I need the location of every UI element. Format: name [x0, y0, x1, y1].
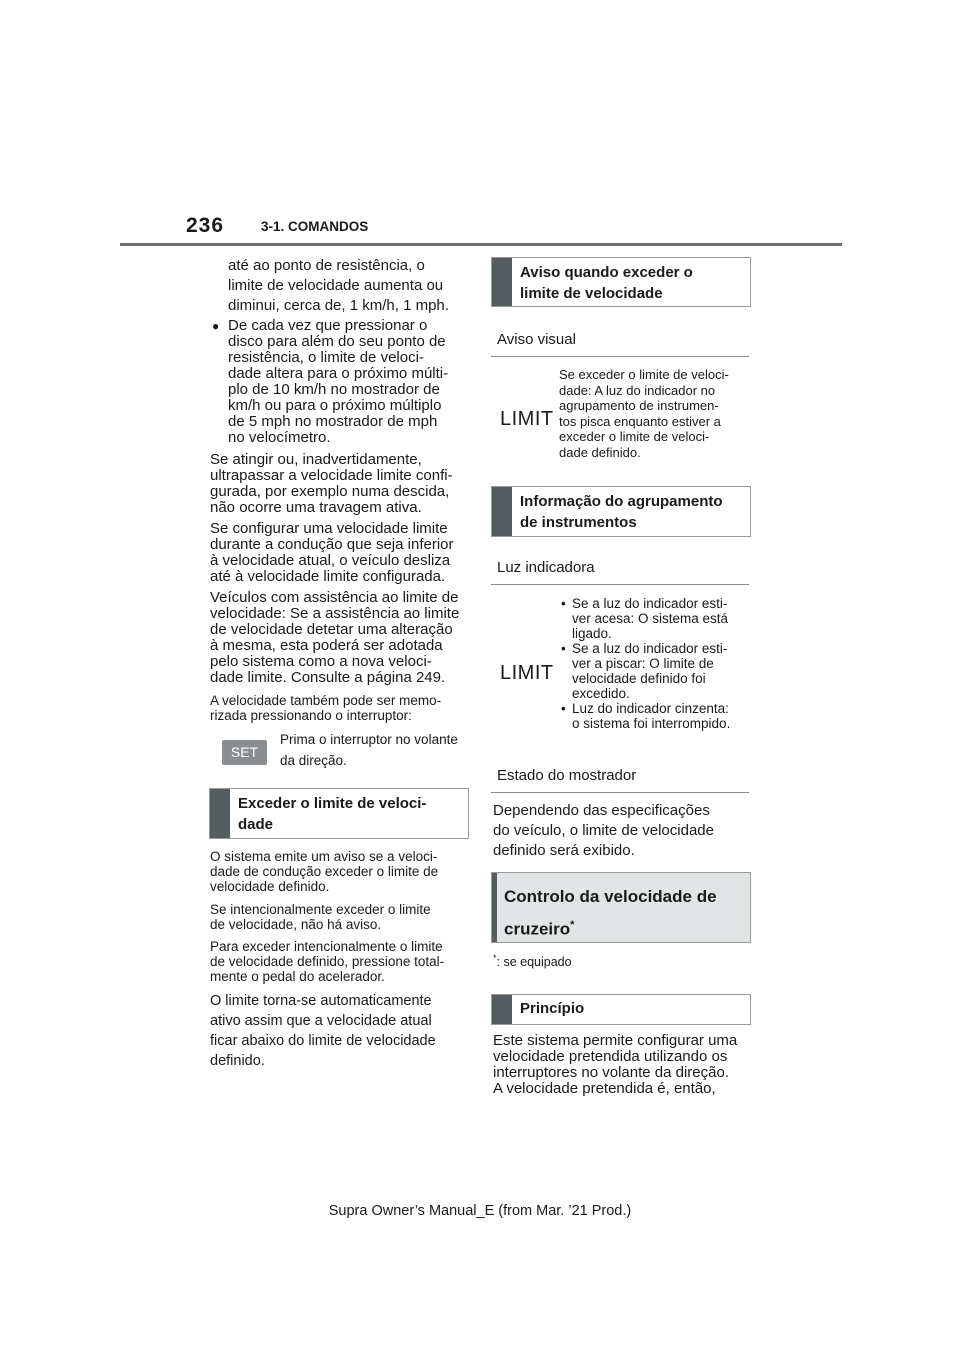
heading-instrument-info	[491, 486, 751, 537]
heading-warning-exceed	[491, 257, 751, 307]
paragraph-resistance: até ao ponto de resistência, o limite de velocidade aumenta ou diminui, cerca de, 1 km/h, 1 mph.	[228, 257, 449, 314]
visual-warning-description: Se exceder o limite de veloci- dade: A luz do indicador no agrupamento de instrumen- tos pisca enquanto estiver a exceder o limite de veloci- dade definido.	[559, 367, 729, 460]
header-rule	[120, 243, 842, 246]
paragraph-intentional: Se intencionalmente exceder o limite de velocidade, não há aviso.	[210, 902, 431, 932]
display-status-text: Dependendo das especificações do veículo, o limite de velocidade definido será exibido.	[493, 802, 714, 859]
limit-indicator-icon: LIMIT	[500, 662, 554, 684]
heading-bar	[210, 789, 230, 838]
heading-principle-text: Princípio	[520, 1000, 585, 1017]
set-caption: Prima o interruptor no volante da direção.	[280, 732, 458, 768]
heading-bar	[492, 995, 512, 1024]
limit-indicator-icon: LIMIT	[500, 408, 554, 430]
footnote-text: : se equipado	[496, 955, 572, 970]
heading-instrument-info-text: Informação do agrupamento de instrumentos	[520, 493, 723, 531]
paragraph-memorize: A velocidade também pode ser memo- rizada pressionando o interruptor:	[210, 693, 442, 723]
indicator-light-list	[561, 596, 751, 731]
footnote	[493, 953, 572, 969]
heading-cruise-control-text: Controlo da velocidade de cruzeiro*	[504, 887, 717, 939]
paragraph-warning-emits: O sistema emite um aviso se a veloci- dade de condução exceder o limite de velocidade definido.	[210, 849, 439, 894]
principle-text: Este sistema permite configurar uma velocidade pretendida utilizando os interruptores no volante da direção. A velocidade pretendida é, então,	[493, 1032, 738, 1097]
paragraph-limit-assist: Veículos com assistência ao limite de velocidade: Se a assistência ao limite de velocidade detetar uma alteração à mesma, esta poderá ser adotada pelo sistema como a nova veloci- dade limite. Consulte a página 249.	[210, 589, 460, 686]
footer-text: Supra Owner’s Manual_E (from Mar. ’21 Prod.)	[328, 1203, 632, 1219]
asterisk-marker: *	[570, 919, 575, 931]
subheading-display-status: Estado do mostrador	[497, 767, 637, 784]
footnote-star: *	[493, 953, 497, 963]
bullet-icon: ●	[212, 319, 220, 333]
heading-bar	[492, 487, 512, 536]
heading-exceed-limit	[209, 788, 469, 839]
subheading-indicator-light: Luz indicadora	[497, 559, 595, 576]
section-title: 3-1. COMANDOS	[261, 219, 369, 234]
bullet-text: De cada vez que pressionar o disco para além do seu ponto de resistência, o limite de veloci- dade altera para o próximo múlti- plo de 10 km/h no mostrador de km/h ou para o próximo múltiplo de 5 mph no mostrador de mph no velocímetro.	[228, 317, 449, 446]
heading-warning-exceed-text: Aviso quando exceder o limite de velocidade	[520, 264, 693, 302]
list-item: • Se a luz do indicador esti- ver acesa: O sistema está ligado.	[561, 596, 751, 641]
subheading-rule	[491, 356, 749, 357]
paragraph-auto-active: O limite torna-se automaticamente ativo assim que a velocidade atual ficar abaixo do limite de velocidade definido.	[210, 993, 436, 1069]
page-number: 236	[186, 214, 225, 237]
list-item: • Se a luz do indicador esti- ver a piscar: O limite de velocidade definido foi excedido.	[561, 641, 751, 701]
list-item: • Luz do indicador cinzenta: o sistema foi interrompido.	[561, 701, 751, 731]
paragraph-lower-limit: Se configurar uma velocidade limite durante a condução que seja inferior à velocidade atual, o veículo desliza até à velocidade limite configurada.	[210, 520, 454, 585]
heading-exceed-limit-text: Exceder o limite de veloci- dade	[238, 795, 427, 833]
set-button-icon: SET	[222, 740, 267, 765]
heading-principle	[491, 994, 751, 1025]
heading-bar	[492, 873, 497, 942]
heading-bar	[492, 258, 512, 306]
subheading-rule	[491, 584, 749, 585]
paragraph-accelerator: Para exceder intencionalmente o limite de velocidade definido, pressione total- mente o pedal do acelerador.	[210, 939, 445, 984]
paragraph-exceed-downhill: Se atingir ou, inadvertidamente, ultrapassar a velocidade limite confi- gurada, por exemplo numa descida, não ocorre uma travagem ativa.	[210, 451, 453, 516]
subheading-rule	[491, 792, 749, 793]
heading-cruise-control	[491, 872, 751, 943]
subheading-visual-warning: Aviso visual	[497, 331, 576, 348]
